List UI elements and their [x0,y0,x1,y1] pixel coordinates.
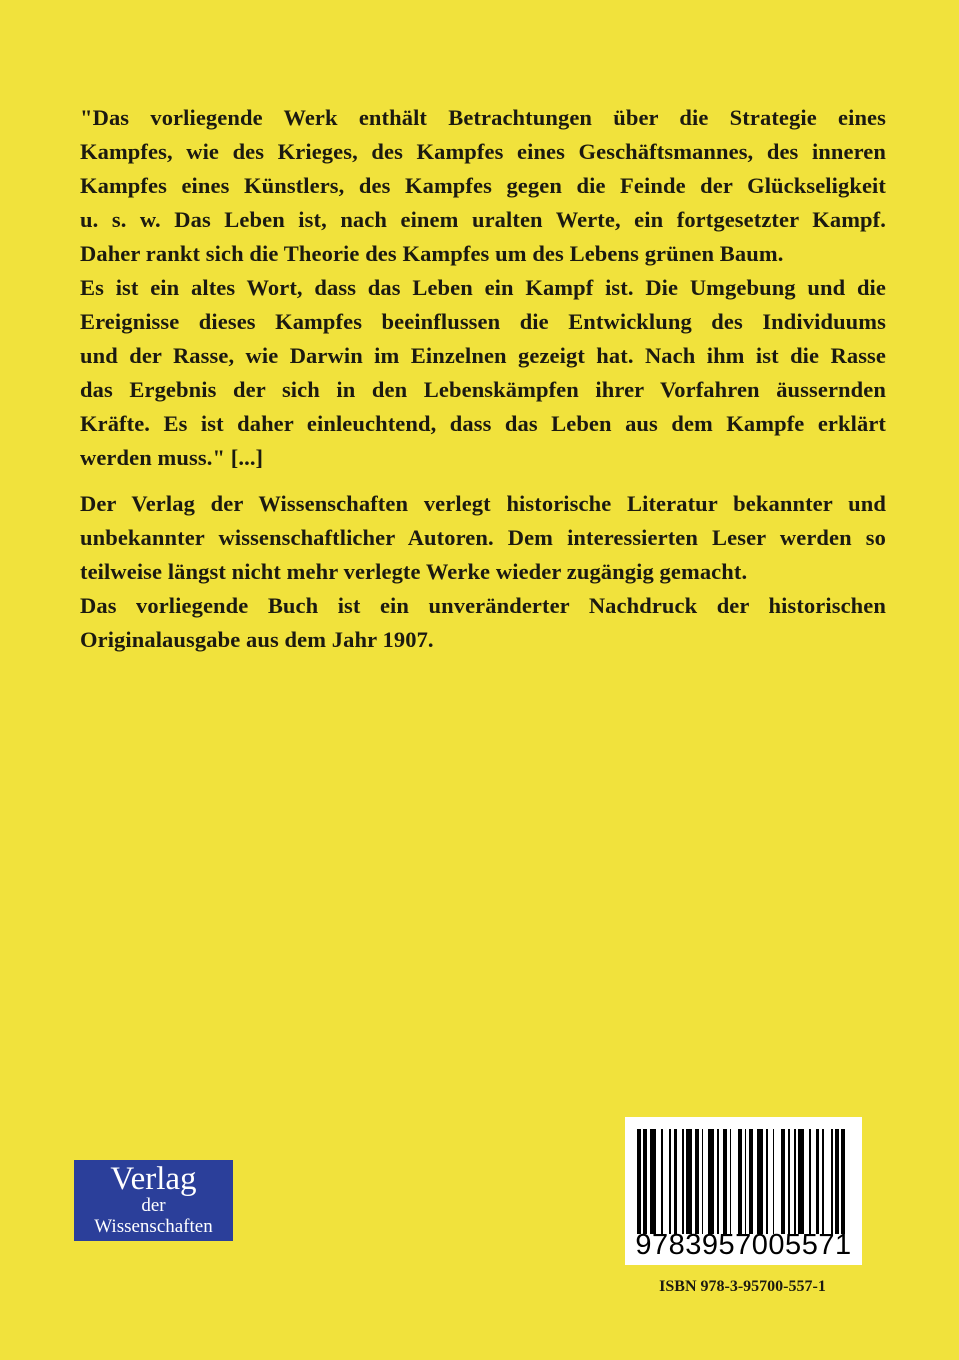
text-line: teilweise längst nicht mehr verlegte Werke wieder zugängig gemacht. [80,559,748,584]
barcode-bar [686,1129,692,1234]
text-line: unbekannter wissenschaftlicher Autoren. Dem interessierten Leser werden so [80,525,886,550]
text-line: Kräfte. Es ist daher einleuchtend, dass das Leben aus dem Kampfe erklärt [80,411,886,436]
barcode-bar [702,1129,704,1234]
barcode-bar [745,1129,747,1234]
barcode-bar [661,1129,663,1234]
barcode-bar [643,1129,647,1234]
barcode-bar [798,1129,804,1234]
barcode-bar [816,1129,820,1234]
barcode-bar [708,1129,714,1234]
barcode-bar [723,1129,727,1234]
description-paragraph-2 [80,487,886,657]
barcode-bar [809,1129,811,1234]
barcode-bar [794,1129,796,1234]
barcode-bar [781,1129,785,1234]
barcode-bar [717,1129,719,1234]
barcode-bar [835,1129,839,1234]
barcode-bar [757,1129,763,1234]
text-line: Originalausgabe aus dem Jahr 1907. [80,627,434,652]
barcode-number: 9783957005571 [635,1229,852,1261]
logo-line-wissenschaften: Wissenschaften [94,1216,213,1237]
barcode-bar [682,1129,684,1234]
description-paragraph-1 [80,101,886,475]
text-line: Das vorliegende Buch ist ein unveränderter Nachdruck der historischen [80,593,886,618]
logo-line-der: der [141,1195,166,1216]
barcode-bar [749,1129,753,1234]
text-line: Ereignisse dieses Kampfes beeinflussen die Entwicklung des Individuums [80,309,886,334]
text-line: u. s. w. Das Leben ist, nach einem uralten Werte, ein fortgesetzter Kampf. [80,207,886,232]
barcode-bar [650,1129,656,1234]
barcode-bar [730,1129,732,1234]
publisher-logo [74,1160,233,1241]
isbn-label: ISBN 978-3-95700-557-1 [659,1278,826,1295]
text-line: Der Verlag der Wissenschaften verlegt historische Literatur bekannter und [80,491,886,516]
barcode-bar [738,1129,742,1234]
barcode [625,1117,862,1265]
barcode-bar [822,1129,824,1234]
text-line: Es ist ein altes Wort, dass das Leben ein Kampf ist. Die Umgebung und die [80,275,886,300]
barcode-bar [788,1129,790,1234]
text-line: Kampfes eines Künstlers, des Kampfes gegen die Feinde der Glückseligkeit [80,173,886,198]
barcode-bar [674,1129,678,1234]
barcode-bar [831,1129,833,1234]
logo-line-verlag: Verlag [110,1161,197,1197]
text-line: Kampfes, wie des Krieges, des Kampfes eines Geschäftsmannes, des inneren [80,139,886,164]
barcode-bars [637,1129,850,1234]
barcode-bar [669,1129,671,1234]
text-line: und der Rasse, wie Darwin im Einzelnen gezeigt hat. Nach ihm ist die Rasse [80,343,886,368]
barcode-bar [841,1129,845,1234]
barcode-bar [773,1129,775,1234]
text-line: das Ergebnis der sich in den Lebenskämpfen ihrer Vorfahren äussernden [80,377,886,402]
barcode-bar [695,1129,699,1234]
barcode-bar [766,1129,768,1234]
text-line: "Das vorliegende Werk enthält Betrachtungen über die Strategie eines [80,105,886,130]
barcode-bar [637,1129,641,1234]
text-line: werden muss." [...] [80,445,264,470]
text-line: Daher rankt sich die Theorie des Kampfes um des Lebens grünen Baum. [80,241,784,266]
